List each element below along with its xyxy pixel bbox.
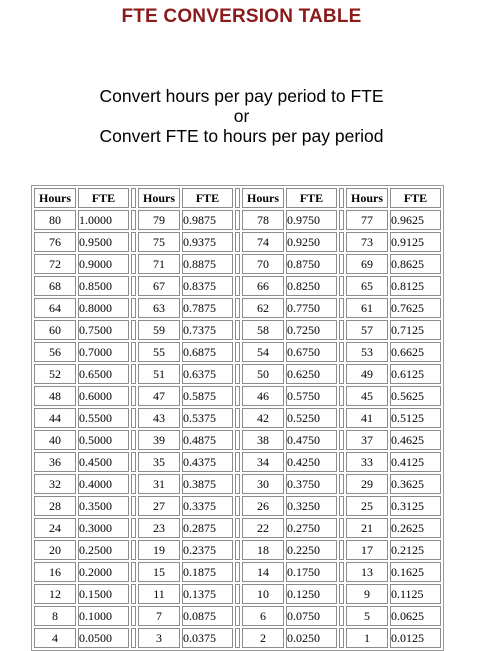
column-separator [235, 540, 240, 560]
fte-cell: 0.6125 [390, 364, 441, 384]
hours-cell: 37 [346, 430, 388, 450]
hours-header: Hours [138, 188, 180, 208]
fte-cell: 0.0250 [286, 628, 337, 648]
hours-cell: 22 [242, 518, 284, 538]
hours-cell: 29 [346, 474, 388, 494]
fte-cell: 0.6375 [182, 364, 233, 384]
column-separator [131, 188, 136, 208]
subtitle-line-2: or [233, 106, 250, 126]
fte-cell: 0.5500 [78, 408, 129, 428]
subtitle-line-1: Convert hours per pay period to FTE [99, 86, 384, 106]
table-row [34, 452, 441, 472]
fte-cell: 0.1375 [182, 584, 233, 604]
column-separator [339, 628, 344, 648]
column-separator [339, 430, 344, 450]
column-separator [339, 320, 344, 340]
fte-cell: 0.7625 [390, 298, 441, 318]
hours-cell: 5 [346, 606, 388, 626]
subtitle-line-3: Convert FTE to hours per pay period [99, 126, 384, 146]
column-separator [131, 518, 136, 538]
conversion-table-wrapper [31, 185, 444, 651]
table-row [34, 496, 441, 516]
fte-cell: 0.6250 [286, 364, 337, 384]
fte-cell: 0.2000 [78, 562, 129, 582]
fte-cell: 0.5625 [390, 386, 441, 406]
column-separator [235, 628, 240, 648]
column-separator [339, 562, 344, 582]
fte-cell: 0.9125 [390, 232, 441, 252]
fte-cell: 0.3875 [182, 474, 233, 494]
hours-cell: 64 [34, 298, 76, 318]
fte-cell: 0.4625 [390, 430, 441, 450]
hours-cell: 3 [138, 628, 180, 648]
hours-cell: 21 [346, 518, 388, 538]
hours-cell: 55 [138, 342, 180, 362]
hours-cell: 34 [242, 452, 284, 472]
hours-cell: 2 [242, 628, 284, 648]
fte-cell: 0.1000 [78, 606, 129, 626]
hours-cell: 18 [242, 540, 284, 560]
fte-cell: 0.2375 [182, 540, 233, 560]
column-separator [339, 496, 344, 516]
fte-cell: 0.8125 [390, 276, 441, 296]
fte-header: FTE [182, 188, 233, 208]
fte-cell: 0.3000 [78, 518, 129, 538]
column-separator [131, 298, 136, 318]
column-separator [131, 386, 136, 406]
column-separator [235, 364, 240, 384]
fte-cell: 0.3625 [390, 474, 441, 494]
column-separator [339, 584, 344, 604]
table-row [34, 210, 441, 230]
hours-cell: 50 [242, 364, 284, 384]
fte-cell: 0.1500 [78, 584, 129, 604]
fte-cell: 0.9375 [182, 232, 233, 252]
table-row [34, 540, 441, 560]
table-header-row [34, 188, 441, 208]
column-separator [131, 364, 136, 384]
hours-cell: 42 [242, 408, 284, 428]
hours-cell: 28 [34, 496, 76, 516]
column-separator [339, 342, 344, 362]
fte-cell: 0.8750 [286, 254, 337, 274]
hours-cell: 77 [346, 210, 388, 230]
fte-cell: 0.2875 [182, 518, 233, 538]
fte-cell: 0.7500 [78, 320, 129, 340]
column-separator [235, 496, 240, 516]
fte-cell: 0.4750 [286, 430, 337, 450]
fte-cell: 0.7875 [182, 298, 233, 318]
column-separator [339, 188, 344, 208]
column-separator [235, 518, 240, 538]
hours-cell: 56 [34, 342, 76, 362]
fte-cell: 0.1750 [286, 562, 337, 582]
hours-cell: 47 [138, 386, 180, 406]
hours-cell: 80 [34, 210, 76, 230]
fte-cell: 0.6875 [182, 342, 233, 362]
hours-cell: 12 [34, 584, 76, 604]
table-row [34, 254, 441, 274]
page-title: FTE CONVERSION TABLE [121, 6, 362, 27]
fte-cell: 1.0000 [78, 210, 129, 230]
hours-header: Hours [346, 188, 388, 208]
table-body [34, 210, 441, 648]
column-separator [339, 606, 344, 626]
column-separator [339, 254, 344, 274]
table-row [34, 386, 441, 406]
fte-cell: 0.7375 [182, 320, 233, 340]
fte-cell: 0.9500 [78, 232, 129, 252]
hours-cell: 74 [242, 232, 284, 252]
hours-cell: 31 [138, 474, 180, 494]
fte-cell: 0.0625 [390, 606, 441, 626]
fte-cell: 0.3125 [390, 496, 441, 516]
hours-cell: 8 [34, 606, 76, 626]
column-separator [339, 210, 344, 230]
fte-cell: 0.1625 [390, 562, 441, 582]
hours-cell: 63 [138, 298, 180, 318]
fte-cell: 0.7750 [286, 298, 337, 318]
hours-cell: 7 [138, 606, 180, 626]
column-separator [235, 232, 240, 252]
column-separator [235, 430, 240, 450]
hours-cell: 24 [34, 518, 76, 538]
column-separator [339, 452, 344, 472]
hours-cell: 61 [346, 298, 388, 318]
table-row [34, 276, 441, 296]
fte-cell: 0.9875 [182, 210, 233, 230]
hours-cell: 11 [138, 584, 180, 604]
fte-cell: 0.7250 [286, 320, 337, 340]
fte-header: FTE [78, 188, 129, 208]
hours-cell: 68 [34, 276, 76, 296]
column-separator [131, 496, 136, 516]
hours-cell: 27 [138, 496, 180, 516]
hours-cell: 66 [242, 276, 284, 296]
column-separator [235, 276, 240, 296]
fte-cell: 0.8625 [390, 254, 441, 274]
hours-cell: 52 [34, 364, 76, 384]
fte-cell: 0.9000 [78, 254, 129, 274]
fte-cell: 0.0375 [182, 628, 233, 648]
fte-cell: 0.8375 [182, 276, 233, 296]
hours-cell: 16 [34, 562, 76, 582]
fte-cell: 0.5375 [182, 408, 233, 428]
column-separator [131, 408, 136, 428]
hours-cell: 71 [138, 254, 180, 274]
column-separator [235, 474, 240, 494]
fte-cell: 0.4375 [182, 452, 233, 472]
fte-cell: 0.1875 [182, 562, 233, 582]
fte-cell: 0.0750 [286, 606, 337, 626]
column-separator [131, 210, 136, 230]
column-separator [339, 386, 344, 406]
fte-cell: 0.6750 [286, 342, 337, 362]
fte-conversion-table [31, 185, 444, 651]
fte-cell: 0.4125 [390, 452, 441, 472]
hours-cell: 38 [242, 430, 284, 450]
column-separator [131, 606, 136, 626]
table-row [34, 320, 441, 340]
table-row [34, 562, 441, 582]
fte-cell: 0.6500 [78, 364, 129, 384]
table-row [34, 298, 441, 318]
fte-cell: 0.6625 [390, 342, 441, 362]
fte-cell: 0.1125 [390, 584, 441, 604]
hours-header: Hours [34, 188, 76, 208]
fte-cell: 0.0875 [182, 606, 233, 626]
hours-cell: 51 [138, 364, 180, 384]
hours-cell: 6 [242, 606, 284, 626]
fte-cell: 0.5250 [286, 408, 337, 428]
column-separator [235, 562, 240, 582]
column-separator [235, 342, 240, 362]
fte-cell: 0.0500 [78, 628, 129, 648]
column-separator [131, 320, 136, 340]
fte-cell: 0.5875 [182, 386, 233, 406]
table-row [34, 364, 441, 384]
subtitle-block [0, 86, 483, 146]
fte-cell: 0.5125 [390, 408, 441, 428]
fte-header: FTE [390, 188, 441, 208]
hours-cell: 53 [346, 342, 388, 362]
fte-cell: 0.8500 [78, 276, 129, 296]
fte-header: FTE [286, 188, 337, 208]
hours-cell: 67 [138, 276, 180, 296]
column-separator [131, 474, 136, 494]
hours-cell: 35 [138, 452, 180, 472]
hours-cell: 13 [346, 562, 388, 582]
table-row [34, 232, 441, 252]
hours-cell: 17 [346, 540, 388, 560]
fte-cell: 0.1250 [286, 584, 337, 604]
fte-cell: 0.5750 [286, 386, 337, 406]
hours-cell: 25 [346, 496, 388, 516]
fte-cell: 0.3250 [286, 496, 337, 516]
column-separator [339, 474, 344, 494]
hours-cell: 19 [138, 540, 180, 560]
fte-cell: 0.5000 [78, 430, 129, 450]
column-separator [235, 188, 240, 208]
hours-cell: 72 [34, 254, 76, 274]
hours-cell: 39 [138, 430, 180, 450]
fte-cell: 0.4000 [78, 474, 129, 494]
hours-cell: 65 [346, 276, 388, 296]
fte-cell: 0.8875 [182, 254, 233, 274]
fte-cell: 0.4500 [78, 452, 129, 472]
column-separator [235, 408, 240, 428]
hours-cell: 79 [138, 210, 180, 230]
column-separator [131, 584, 136, 604]
table-row [34, 584, 441, 604]
column-separator [131, 628, 136, 648]
column-separator [235, 606, 240, 626]
fte-cell: 0.7000 [78, 342, 129, 362]
fte-cell: 0.9625 [390, 210, 441, 230]
column-separator [131, 342, 136, 362]
table-row [34, 518, 441, 538]
hours-cell: 45 [346, 386, 388, 406]
hours-cell: 20 [34, 540, 76, 560]
fte-cell: 0.6000 [78, 386, 129, 406]
column-separator [339, 364, 344, 384]
column-separator [235, 584, 240, 604]
hours-cell: 15 [138, 562, 180, 582]
hours-cell: 62 [242, 298, 284, 318]
column-separator [339, 298, 344, 318]
column-separator [131, 452, 136, 472]
hours-cell: 43 [138, 408, 180, 428]
hours-cell: 9 [346, 584, 388, 604]
column-separator [339, 232, 344, 252]
hours-cell: 23 [138, 518, 180, 538]
table-row [34, 474, 441, 494]
column-separator [235, 298, 240, 318]
fte-cell: 0.0125 [390, 628, 441, 648]
hours-cell: 69 [346, 254, 388, 274]
fte-cell: 0.4250 [286, 452, 337, 472]
table-row [34, 342, 441, 362]
fte-cell: 0.8000 [78, 298, 129, 318]
column-separator [235, 320, 240, 340]
hours-cell: 76 [34, 232, 76, 252]
fte-cell: 0.3375 [182, 496, 233, 516]
hours-cell: 30 [242, 474, 284, 494]
hours-cell: 44 [34, 408, 76, 428]
column-separator [235, 254, 240, 274]
column-separator [235, 452, 240, 472]
hours-cell: 70 [242, 254, 284, 274]
hours-cell: 32 [34, 474, 76, 494]
hours-cell: 10 [242, 584, 284, 604]
column-separator [339, 408, 344, 428]
fte-cell: 0.2750 [286, 518, 337, 538]
column-separator [235, 210, 240, 230]
fte-cell: 0.2250 [286, 540, 337, 560]
column-separator [235, 386, 240, 406]
hours-cell: 26 [242, 496, 284, 516]
hours-cell: 54 [242, 342, 284, 362]
fte-cell: 0.9250 [286, 232, 337, 252]
column-separator [131, 540, 136, 560]
column-separator [131, 232, 136, 252]
fte-cell: 0.7125 [390, 320, 441, 340]
fte-cell: 0.4875 [182, 430, 233, 450]
table-row [34, 430, 441, 450]
column-separator [131, 254, 136, 274]
hours-cell: 40 [34, 430, 76, 450]
hours-cell: 4 [34, 628, 76, 648]
hours-cell: 78 [242, 210, 284, 230]
hours-cell: 46 [242, 386, 284, 406]
hours-header: Hours [242, 188, 284, 208]
fte-cell: 0.3750 [286, 474, 337, 494]
column-separator [131, 276, 136, 296]
table-row [34, 606, 441, 626]
fte-cell: 0.2125 [390, 540, 441, 560]
hours-cell: 73 [346, 232, 388, 252]
hours-cell: 57 [346, 320, 388, 340]
column-separator [339, 276, 344, 296]
hours-cell: 59 [138, 320, 180, 340]
column-separator [131, 430, 136, 450]
hours-cell: 58 [242, 320, 284, 340]
column-separator [131, 562, 136, 582]
fte-cell: 0.3500 [78, 496, 129, 516]
hours-cell: 48 [34, 386, 76, 406]
fte-cell: 0.8250 [286, 276, 337, 296]
column-separator [339, 540, 344, 560]
table-row [34, 628, 441, 648]
hours-cell: 60 [34, 320, 76, 340]
hours-cell: 75 [138, 232, 180, 252]
hours-cell: 1 [346, 628, 388, 648]
hours-cell: 41 [346, 408, 388, 428]
hours-cell: 36 [34, 452, 76, 472]
hours-cell: 33 [346, 452, 388, 472]
hours-cell: 14 [242, 562, 284, 582]
table-row [34, 408, 441, 428]
fte-cell: 0.2500 [78, 540, 129, 560]
fte-cell: 0.9750 [286, 210, 337, 230]
column-separator [339, 518, 344, 538]
fte-cell: 0.2625 [390, 518, 441, 538]
hours-cell: 49 [346, 364, 388, 384]
